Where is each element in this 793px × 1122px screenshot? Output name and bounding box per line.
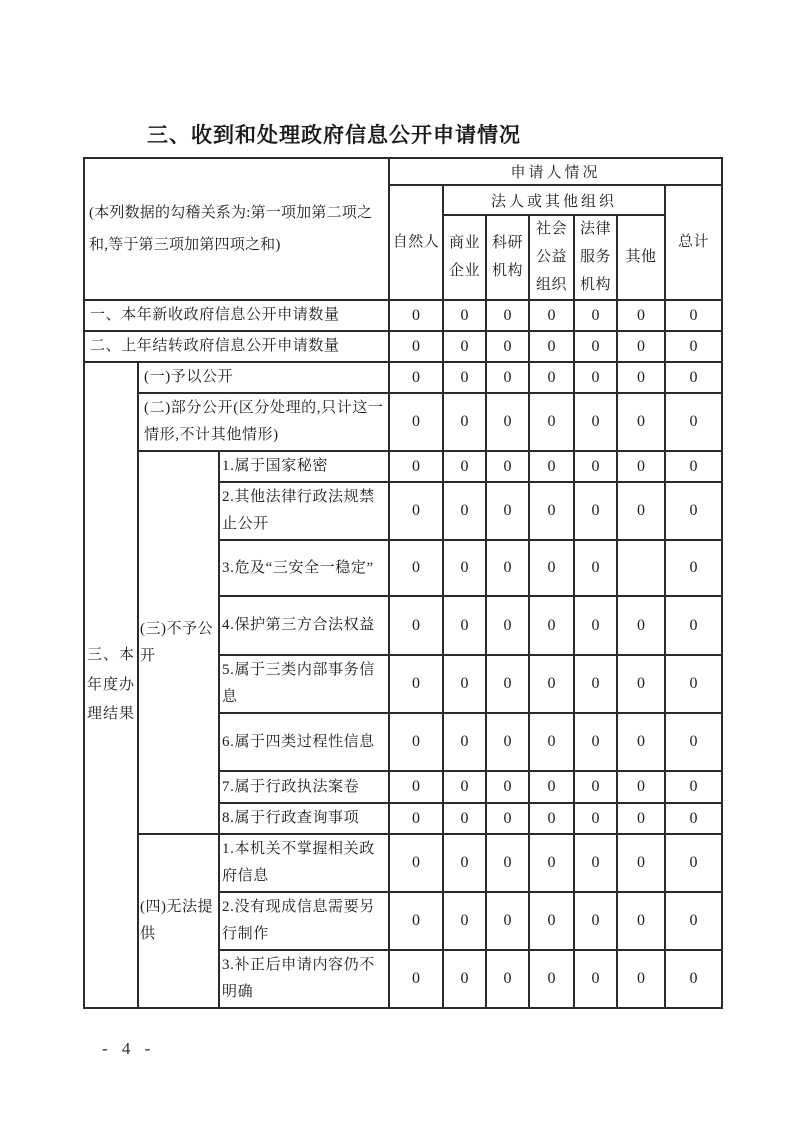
value-cell: 0 <box>486 393 529 451</box>
row-label: 7.属于行政执法案卷 <box>219 771 389 803</box>
value-cell: 0 <box>617 482 665 540</box>
row-label: 2.没有现成信息需要另行制作 <box>219 892 389 950</box>
value-cell: 0 <box>486 655 529 713</box>
value-cell: 0 <box>665 540 722 596</box>
value-cell: 0 <box>574 300 617 331</box>
section-label-unable-provide: (四)无法提供 <box>138 834 219 1008</box>
application-stats-table <box>83 157 723 1009</box>
value-cell: 0 <box>617 655 665 713</box>
value-cell: 0 <box>529 300 574 331</box>
value-cell: 0 <box>389 803 443 834</box>
value-cell: 0 <box>443 540 486 596</box>
header-research: 科研机构 <box>486 215 529 300</box>
row-label: 1.本机关不掌握相关政府信息 <box>219 834 389 892</box>
value-cell: 0 <box>617 393 665 451</box>
value-cell: 0 <box>443 451 486 482</box>
value-cell: 0 <box>617 771 665 803</box>
value-cell: 0 <box>665 300 722 331</box>
value-cell: 0 <box>443 950 486 1008</box>
value-cell <box>617 540 665 596</box>
section-title: 三、收到和处理政府信息公开申请情况 <box>147 124 521 147</box>
row-label: 6.属于四类过程性信息 <box>219 713 389 771</box>
value-cell: 0 <box>443 300 486 331</box>
value-cell: 0 <box>389 771 443 803</box>
value-cell: 0 <box>617 300 665 331</box>
value-cell: 0 <box>529 655 574 713</box>
value-cell: 0 <box>389 331 443 362</box>
value-cell: 0 <box>574 834 617 892</box>
value-cell: 0 <box>665 713 722 771</box>
value-cell: 0 <box>617 892 665 950</box>
value-cell: 0 <box>574 451 617 482</box>
value-cell: 0 <box>443 892 486 950</box>
row-label: 5.属于三类内部事务信息 <box>219 655 389 713</box>
table-row <box>84 331 722 362</box>
value-cell: 0 <box>529 803 574 834</box>
value-cell: 0 <box>665 950 722 1008</box>
value-cell: 0 <box>443 771 486 803</box>
value-cell: 0 <box>486 834 529 892</box>
value-cell: 0 <box>486 362 529 393</box>
value-cell: 0 <box>529 393 574 451</box>
value-cell: 0 <box>389 713 443 771</box>
value-cell: 0 <box>574 950 617 1008</box>
header-applicant-group: 申请人情况 <box>389 158 722 185</box>
value-cell: 0 <box>486 300 529 331</box>
value-cell: 0 <box>443 362 486 393</box>
value-cell: 0 <box>389 300 443 331</box>
value-cell: 0 <box>486 451 529 482</box>
section-label-refuse-disclose: (三)不予公开 <box>138 451 219 834</box>
value-cell: 0 <box>617 713 665 771</box>
value-cell: 0 <box>443 331 486 362</box>
value-cell: 0 <box>617 950 665 1008</box>
header-commercial: 商业企业 <box>443 215 486 300</box>
value-cell: 0 <box>665 655 722 713</box>
value-cell: 0 <box>389 655 443 713</box>
value-cell: 0 <box>529 596 574 655</box>
value-cell: 0 <box>529 362 574 393</box>
value-cell: 0 <box>529 834 574 892</box>
section-label-annual-results: 三、本年度办理结果 <box>84 362 138 1008</box>
value-cell: 0 <box>574 655 617 713</box>
value-cell: 0 <box>574 713 617 771</box>
value-cell: 0 <box>617 331 665 362</box>
value-cell: 0 <box>443 393 486 451</box>
value-cell: 0 <box>486 950 529 1008</box>
row-label: 二、上年结转政府信息公开申请数量 <box>84 331 389 362</box>
value-cell: 0 <box>443 713 486 771</box>
value-cell: 0 <box>443 655 486 713</box>
value-cell: 0 <box>665 596 722 655</box>
row-label: 一、本年新收政府信息公开申请数量 <box>84 300 389 331</box>
value-cell: 0 <box>574 540 617 596</box>
value-cell: 0 <box>486 482 529 540</box>
value-cell: 0 <box>617 362 665 393</box>
value-cell: 0 <box>529 950 574 1008</box>
value-cell: 0 <box>529 892 574 950</box>
value-cell: 0 <box>665 331 722 362</box>
table-row <box>84 451 722 482</box>
value-cell: 0 <box>665 803 722 834</box>
value-cell: 0 <box>486 892 529 950</box>
header-total: 总计 <box>665 185 722 300</box>
value-cell: 0 <box>389 362 443 393</box>
table-row <box>84 362 722 393</box>
header-org-group: 法人或其他组织 <box>443 185 665 215</box>
value-cell: 0 <box>665 771 722 803</box>
value-cell: 0 <box>389 393 443 451</box>
value-cell: 0 <box>389 950 443 1008</box>
value-cell: 0 <box>529 482 574 540</box>
value-cell: 0 <box>574 482 617 540</box>
value-cell: 0 <box>574 393 617 451</box>
value-cell: 0 <box>529 713 574 771</box>
value-cell: 0 <box>389 482 443 540</box>
row-label: 8.属于行政查询事项 <box>219 803 389 834</box>
table-row <box>84 300 722 331</box>
value-cell: 0 <box>486 771 529 803</box>
value-cell: 0 <box>443 803 486 834</box>
page-number: - 4 - <box>102 1039 156 1058</box>
value-cell: 0 <box>443 596 486 655</box>
value-cell: 0 <box>617 803 665 834</box>
value-cell: 0 <box>574 362 617 393</box>
value-cell: 0 <box>574 331 617 362</box>
row-label: (一)予以公开 <box>138 362 389 393</box>
value-cell: 0 <box>529 331 574 362</box>
value-cell: 0 <box>574 596 617 655</box>
value-cell: 0 <box>617 834 665 892</box>
value-cell: 0 <box>486 331 529 362</box>
value-cell: 0 <box>486 803 529 834</box>
value-cell: 0 <box>574 803 617 834</box>
row-label: 2.其他法律行政法规禁止公开 <box>219 482 389 540</box>
value-cell: 0 <box>574 892 617 950</box>
value-cell: 0 <box>665 834 722 892</box>
value-cell: 0 <box>665 362 722 393</box>
value-cell: 0 <box>617 451 665 482</box>
value-cell: 0 <box>389 892 443 950</box>
row-label: (二)部分公开(区分处理的,只计这一情形,不计其他情形) <box>138 393 389 451</box>
table-note: (本列数据的勾稽关系为:第一项加第二项之和,等于第三项加第四项之和) <box>84 158 389 300</box>
header-row-1 <box>84 158 722 185</box>
value-cell: 0 <box>389 834 443 892</box>
header-natural-person: 自然人 <box>389 185 443 300</box>
value-cell: 0 <box>617 596 665 655</box>
row-label: 4.保护第三方合法权益 <box>219 596 389 655</box>
value-cell: 0 <box>486 713 529 771</box>
row-label: 1.属于国家秘密 <box>219 451 389 482</box>
row-label: 3.补正后申请内容仍不明确 <box>219 950 389 1008</box>
value-cell: 0 <box>529 771 574 803</box>
header-social-welfare: 社会公益组织 <box>529 215 574 300</box>
value-cell: 0 <box>665 393 722 451</box>
value-cell: 0 <box>443 834 486 892</box>
value-cell: 0 <box>486 596 529 655</box>
value-cell: 0 <box>529 540 574 596</box>
table-row <box>84 834 722 892</box>
value-cell: 0 <box>389 596 443 655</box>
table-row <box>84 393 722 451</box>
value-cell: 0 <box>665 451 722 482</box>
value-cell: 0 <box>574 771 617 803</box>
header-other: 其他 <box>617 215 665 300</box>
value-cell: 0 <box>665 482 722 540</box>
value-cell: 0 <box>389 540 443 596</box>
header-legal-service: 法律服务机构 <box>574 215 617 300</box>
value-cell: 0 <box>665 892 722 950</box>
value-cell: 0 <box>529 451 574 482</box>
value-cell: 0 <box>443 482 486 540</box>
value-cell: 0 <box>389 451 443 482</box>
value-cell: 0 <box>486 540 529 596</box>
row-label: 3.危及“三安全一稳定” <box>219 540 389 596</box>
